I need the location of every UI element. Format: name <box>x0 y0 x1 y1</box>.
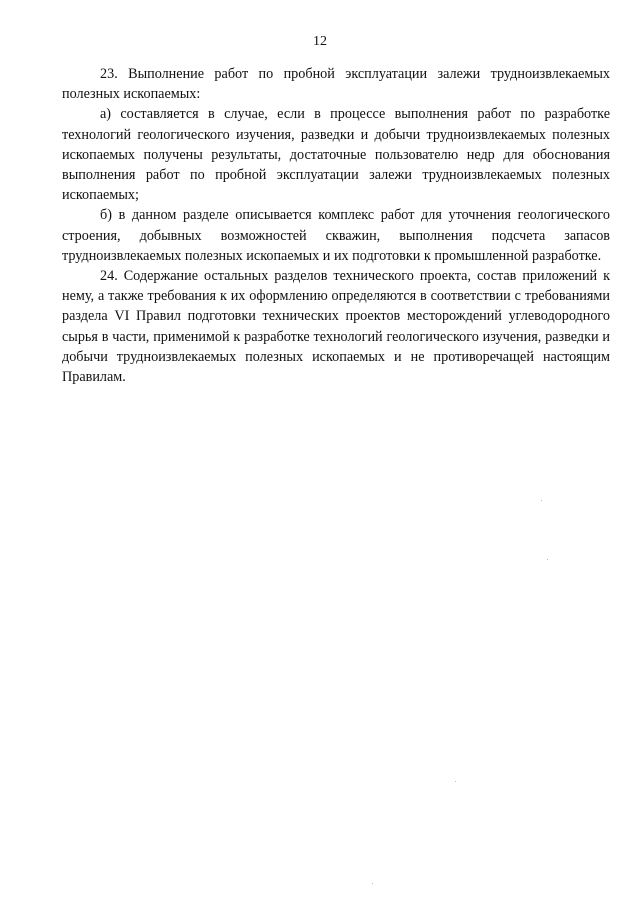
scan-speck <box>541 500 542 501</box>
scan-speck <box>547 559 548 560</box>
scan-speck <box>455 781 456 782</box>
page-number: 12 <box>313 34 327 49</box>
document-body <box>62 64 610 387</box>
paragraph-23-item-b: б) в данном разделе описывается комплекс работ для уточнения геологического строения, добывных возможностей скважин, выполнения подсчета запасов трудноизвлекаемых полезных ископаемых и их подготовки к промышленной разработке. <box>62 207 610 264</box>
paragraph-23: 23. Выполнение работ по пробной эксплуатации залежи трудноизвлекаемых полезных ископаемых: <box>62 66 610 103</box>
scan-speck <box>372 883 373 884</box>
paragraph-24: 24. Содержание остальных разделов технического проекта, состав приложений к нему, а также требования к их оформлению определяются в соответствии с требованиями раздела VI Правил подготовки технических проектов месторождений углеводородного сырья в части, применимой к разработке технологий геологического изучения, разведки и добычи трудноизвлекаемых полезных ископаемых и не противоречащей настоящим Правилам. <box>62 268 610 386</box>
paragraph-23-item-a: а) составляется в случае, если в процессе выполнения работ по разработке технологий геологического изучения, разведки и добычи трудноизвлекаемых полезных ископаемых получены результаты, достаточные пользователю недр для обоснования выполнения работ по пробной эксплуатации залежи трудноизвлекаемых полезных ископаемых; <box>62 106 610 204</box>
